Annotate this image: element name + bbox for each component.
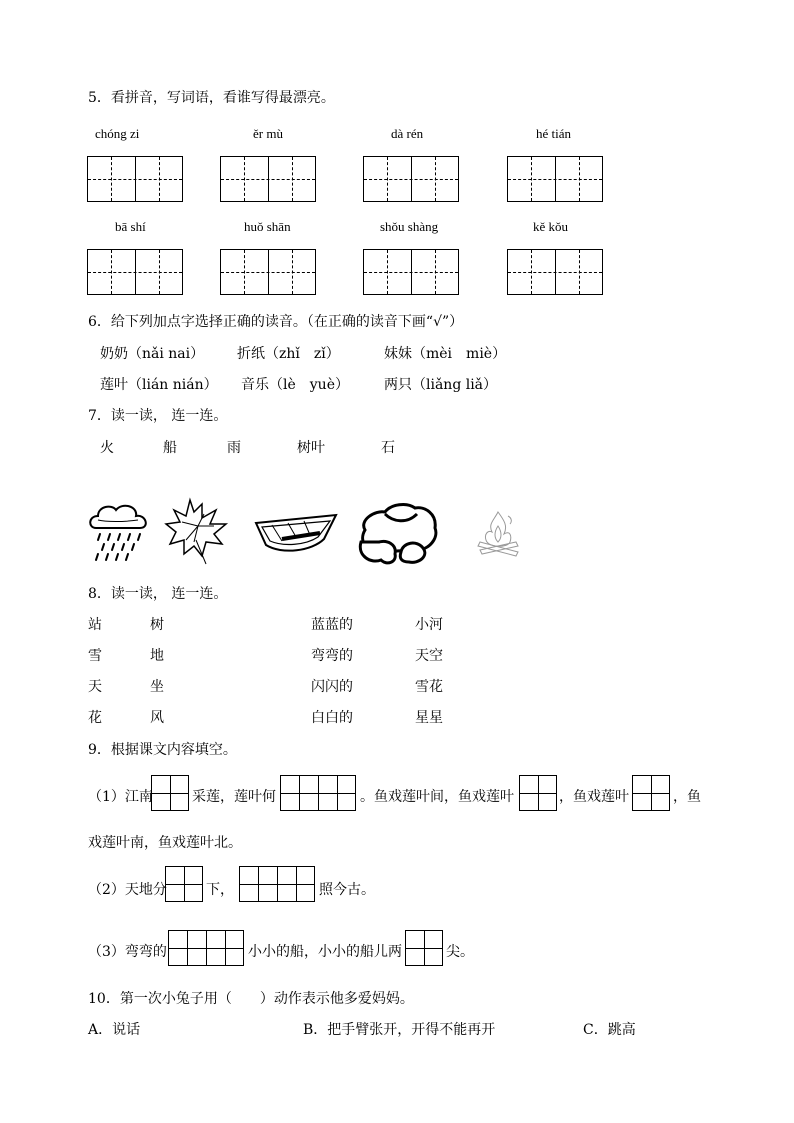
fill-box[interactable]	[632, 775, 670, 811]
q6-item[interactable]: 妹妹（mèi miè）	[384, 346, 507, 362]
q9-text: （2）天地分	[88, 882, 167, 898]
match-word[interactable]: 白白的	[311, 710, 353, 726]
q7-title: 7．读一读， 连一连。	[88, 408, 228, 424]
match-word[interactable]: 船	[163, 440, 177, 456]
q6-item[interactable]: 折纸（zhǐ zǐ）	[237, 346, 340, 362]
q9-text: 采莲，莲叶何	[192, 789, 276, 805]
q9-text: 尖。	[446, 944, 474, 960]
option-c[interactable]: C．跳高	[583, 1022, 636, 1038]
q9-text: ，鱼	[673, 789, 701, 805]
match-word[interactable]: 树	[150, 617, 164, 633]
match-word[interactable]: 火	[100, 440, 114, 456]
writing-grid[interactable]	[363, 249, 459, 295]
fill-box[interactable]	[239, 866, 315, 902]
match-word[interactable]: 雪	[88, 648, 102, 664]
fill-box[interactable]	[165, 866, 203, 902]
fill-box[interactable]	[168, 930, 244, 966]
match-word[interactable]: 站	[88, 617, 102, 633]
pinyin-label: chóng zi	[95, 126, 140, 141]
fill-box[interactable]	[280, 775, 356, 811]
q10-title: 10．第一次小兔子用（ ）动作表示他多爱妈妈。	[88, 991, 414, 1007]
q9-title: 9．根据课文内容填空。	[88, 742, 237, 758]
match-word[interactable]: 雪花	[415, 679, 443, 695]
fill-box[interactable]	[519, 775, 557, 811]
q9-text: （1）江南	[88, 789, 153, 805]
q6-item[interactable]: 音乐（lè yuè）	[241, 377, 349, 393]
match-word[interactable]: 弯弯的	[311, 648, 353, 664]
match-word[interactable]: 树叶	[297, 440, 325, 456]
match-word[interactable]: 雨	[227, 440, 241, 456]
q9-text: 下，	[206, 882, 234, 898]
q8-title: 8．读一读， 连一连。	[88, 586, 228, 602]
q9-text: 照今古。	[319, 882, 375, 898]
match-word[interactable]: 星星	[415, 710, 443, 726]
writing-grid[interactable]	[363, 156, 459, 202]
campfire-icon[interactable]	[474, 508, 524, 560]
q6-item[interactable]: 莲叶（lián nián）	[100, 377, 218, 393]
pinyin-label: hé tián	[536, 126, 572, 141]
match-word[interactable]: 天空	[415, 648, 443, 664]
q9-text: （3）弯弯的	[88, 944, 167, 960]
match-word[interactable]: 蓝蓝的	[311, 617, 353, 633]
pinyin-label: huǒ shān	[244, 219, 291, 234]
pinyin-label: dà rén	[391, 126, 424, 141]
q6-item[interactable]: 两只（liǎng liǎ）	[384, 377, 498, 393]
option-b[interactable]: B．把手臂张开，开得不能再开	[303, 1022, 496, 1038]
q9-text: ，鱼戏莲叶	[559, 789, 629, 805]
pinyin-label: bā shí	[115, 219, 146, 234]
pinyin-label: shǒu shàng	[380, 219, 439, 234]
match-word[interactable]: 小河	[415, 617, 443, 633]
writing-grid[interactable]	[87, 249, 183, 295]
fill-box[interactable]	[405, 930, 443, 966]
match-word[interactable]: 天	[88, 679, 102, 695]
boat-icon[interactable]	[252, 505, 340, 561]
writing-grid[interactable]	[220, 249, 316, 295]
writing-grid[interactable]	[507, 249, 603, 295]
writing-grid[interactable]	[87, 156, 183, 202]
pinyin-label: kě kǒu	[533, 219, 569, 234]
q9-text: 小小的船，小小的船儿两	[248, 944, 402, 960]
match-word[interactable]: 坐	[150, 679, 164, 695]
match-word[interactable]: 闪闪的	[311, 679, 353, 695]
rock-icon[interactable]	[357, 500, 441, 568]
q6-item[interactable]: 奶奶（nǎi nai）	[100, 346, 205, 362]
match-word[interactable]: 花	[88, 710, 102, 726]
maple-leaf-icon[interactable]	[160, 496, 234, 568]
pinyin-label: ěr mù	[253, 126, 283, 141]
q9-text: 。鱼戏莲叶间，鱼戏莲叶	[360, 789, 514, 805]
q6-title: 6．给下列加点字选择正确的读音。（在正确的读音下画“√”）	[88, 314, 464, 330]
writing-grid[interactable]	[507, 156, 603, 202]
fill-box[interactable]	[151, 775, 189, 811]
option-a[interactable]: A．说话	[88, 1022, 141, 1038]
match-word[interactable]: 风	[150, 710, 164, 726]
q5-title: 5．看拼音，写词语，看谁写得最漂亮。	[88, 90, 335, 106]
match-word[interactable]: 石	[381, 440, 395, 456]
match-word[interactable]: 地	[150, 648, 164, 664]
q9-text: 戏莲叶南，鱼戏莲叶北。	[88, 835, 242, 851]
rain-cloud-icon[interactable]	[84, 500, 154, 568]
writing-grid[interactable]	[220, 156, 316, 202]
